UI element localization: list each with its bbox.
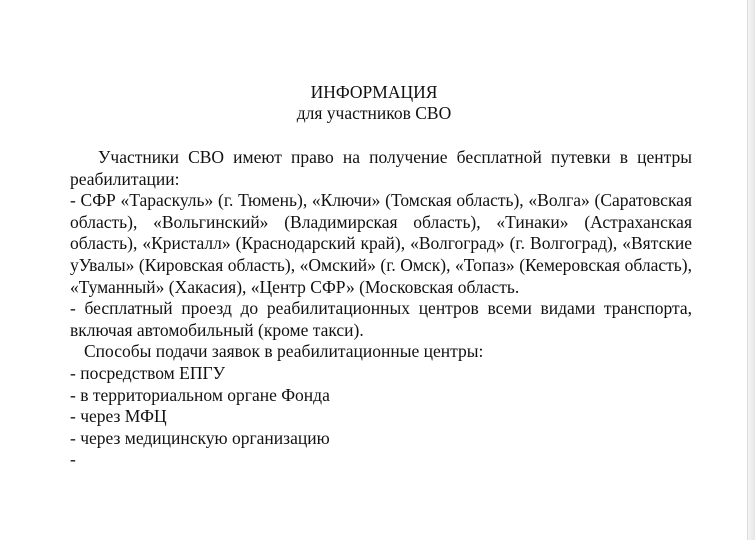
paragraph-free-travel: - бесплатный проезд до реабилитационных центров всеми видами транспорта, включая автомобильный (кроме такси). xyxy=(70,298,692,340)
list-item-method: - в территориальном органе Фонда xyxy=(70,384,330,405)
document-subtitle: для участников СВО xyxy=(296,103,452,123)
list-item-method: - через МФЦ xyxy=(70,406,167,427)
paragraph-application-methods: Способы подачи заявок в реабилитационные центры: xyxy=(84,341,484,362)
paragraph-centers-list: - СФР «Тараскуль» (г. Тюмень), «Ключи» (Томская область), «Волга» (Саратовская область), «Вольгинский» (Владимирская область), «Тинаки» (Астраханская область), «Кристалл» (Краснодарский край), «Волгоград» (г. Волгоград), «Вятские уУвалы» (Кировская область), «Омский» (г. Омск), «Топаз» (Кемеровская область), «Туманный» (Хакасия), «Центр СФР» (Московская область. xyxy=(70,190,692,297)
paragraph-rights: Участники СВО имеют право на получение бесплатной путевки в центры реабилитации: xyxy=(70,147,692,189)
list-item-method: - xyxy=(70,449,76,470)
list-item-method: - через медицинскую организацию xyxy=(70,427,330,448)
document-title: ИНФОРМАЦИЯ xyxy=(310,82,438,102)
document-body xyxy=(70,147,692,471)
page-edge-scrollbar xyxy=(747,0,755,540)
list-item-method: - посредством ЕПГУ xyxy=(70,362,225,383)
